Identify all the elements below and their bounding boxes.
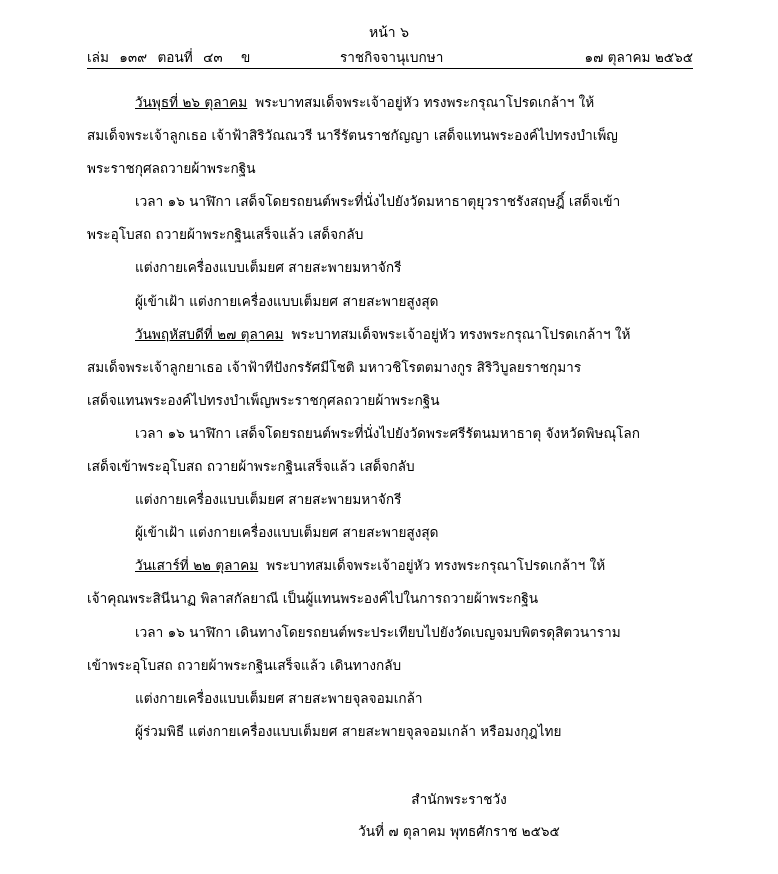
entry-1-time-line-1: เวลา ๑๖ นาฬิกา เสด็จโดยรถยนต์พระที่นั่งไปยังวัดมหาธาตุยุวราชรังสฤษฎิ์ เสด็จเข้า bbox=[135, 194, 621, 211]
section-letter: ข bbox=[240, 50, 251, 66]
entry-3-line-1-text: พระบาทสมเด็จพระเจ้าอยู่หัว ทรงพระกรุณาโปรดเกล้าฯ ให้ bbox=[266, 558, 606, 575]
entry-1-line-1 bbox=[87, 92, 693, 125]
issuing-office: สำนักพระราชวัง bbox=[411, 792, 507, 808]
entry-1-dress: แต่งกายเครื่องแบบเต็มยศ สายสะพายมหาจักรี bbox=[135, 260, 402, 277]
entry-2-time-line-1: เวลา ๑๖ นาฬิกา เสด็จโดยรถยนต์พระที่นั่งไปยังวัดพระศรีรัตนมหาธาตุ จังหวัดพิษณุโลก bbox=[135, 425, 640, 442]
entry-1-date-heading: วันพุธที่ ๒๖ ตุลาคม bbox=[135, 95, 248, 111]
entry-3-line-2: เจ้าคุณพระสินีนาฏ พิลาสกัลยาณี เป็นผู้แทนพระองค์ไปในการถวายผ้าพระกฐิน bbox=[87, 591, 539, 608]
entry-1-line-1-text: พระบาทสมเด็จพระเจ้าอยู่หัว ทรงพระกรุณาโปรดเกล้าฯ ให้ bbox=[255, 95, 595, 111]
issue-date: วันที่ ๗ ตุลาคม พุทธศักราช ๒๕๖๕ bbox=[358, 824, 560, 840]
entry-2-line-3: เสด็จแทนพระองค์ไปทรงบำเพ็ญพระราชกุศลถวายผ้าพระกฐิน bbox=[87, 392, 440, 409]
volume-label: เล่ม bbox=[87, 50, 109, 66]
entry-2-escort: ผู้เข้าเฝ้า แต่งกายเครื่องแบบเต็มยศ สายสะพายสูงสุด bbox=[135, 525, 439, 542]
entry-1-line-2: สมเด็จพระเจ้าลูกเธอ เจ้าฟ้าสิริวัณณวรี นารีรัตนราชกัญญา เสด็จแทนพระองค์ไปทรงบำเพ็ญ bbox=[87, 128, 618, 145]
entry-2-date-heading: วันพฤหัสบดีที่ ๒๗ ตุลาคม bbox=[135, 326, 284, 343]
header-date: ๑๗ ตุลาคม ๒๕๖๕ bbox=[584, 50, 693, 66]
entry-3-date-heading: วันเสาร์ที่ ๒๒ ตุลาคม bbox=[135, 558, 259, 575]
entry-1-escort: ผู้เข้าเฝ้า แต่งกายเครื่องแบบเต็มยศ สายสะพายสูงสุด bbox=[135, 293, 439, 310]
entry-2-line-1-text: พระบาทสมเด็จพระเจ้าอยู่หัว ทรงพระกรุณาโปรดเกล้าฯ ให้ bbox=[291, 326, 631, 343]
entry-3-dress: แต่งกายเครื่องแบบเต็มยศ สายสะพายจุลจอมเกล้า bbox=[135, 690, 423, 707]
entry-2-line-2: สมเด็จพระเจ้าลูกยาเธอ เจ้าฟ้าทีปังกรรัศมีโชติ มหาวชิโรตตมางกูร สิริวิบูลยราชกุมาร bbox=[87, 359, 582, 376]
entry-1-line-3: พระราชกุศลถวายผ้าพระกฐิน bbox=[87, 161, 256, 178]
entry-3-time-line-1: เวลา ๑๖ นาฬิกา เดินทางโดยรถยนต์พระประเทียบไปยังวัดเบญจมบพิตรดุสิตวนาราม bbox=[135, 624, 621, 641]
entry-2-line-1 bbox=[87, 324, 693, 357]
volume-number: ๑๓๙ bbox=[119, 50, 148, 66]
entry-3-escort: ผู้ร่วมพิธี แต่งกายเครื่องแบบเต็มยศ สายสะพายจุลจอมเกล้า หรือมงกุฎไทย bbox=[135, 723, 562, 740]
announcement-body bbox=[87, 92, 693, 754]
entry-2-dress: แต่งกายเครื่องแบบเต็มยศ สายสะพายมหาจักรี bbox=[135, 492, 402, 509]
entry-1-time-line-2: พระอุโบสถ ถวายผ้าพระกฐินเสร็จแล้ว เสด็จกลับ bbox=[87, 227, 364, 244]
entry-3-time-line-2: เข้าพระอุโบสถ ถวายผ้าพระกฐินเสร็จแล้ว เดินทางกลับ bbox=[87, 657, 402, 674]
issue-number: ๔๓ bbox=[203, 50, 223, 66]
issue-label: ตอนที่ bbox=[157, 50, 193, 66]
header-volume-issue bbox=[87, 46, 250, 68]
gazette-header bbox=[87, 46, 693, 69]
page-number: หน้า ๖ bbox=[369, 25, 409, 41]
entry-2-time-line-2: เสด็จเข้าพระอุโบสถ ถวายผ้าพระกฐินเสร็จแล้ว เสด็จกลับ bbox=[87, 459, 415, 476]
publication-name: ราชกิจจานุเบกษา bbox=[340, 50, 444, 66]
entry-3-line-1 bbox=[87, 555, 693, 588]
